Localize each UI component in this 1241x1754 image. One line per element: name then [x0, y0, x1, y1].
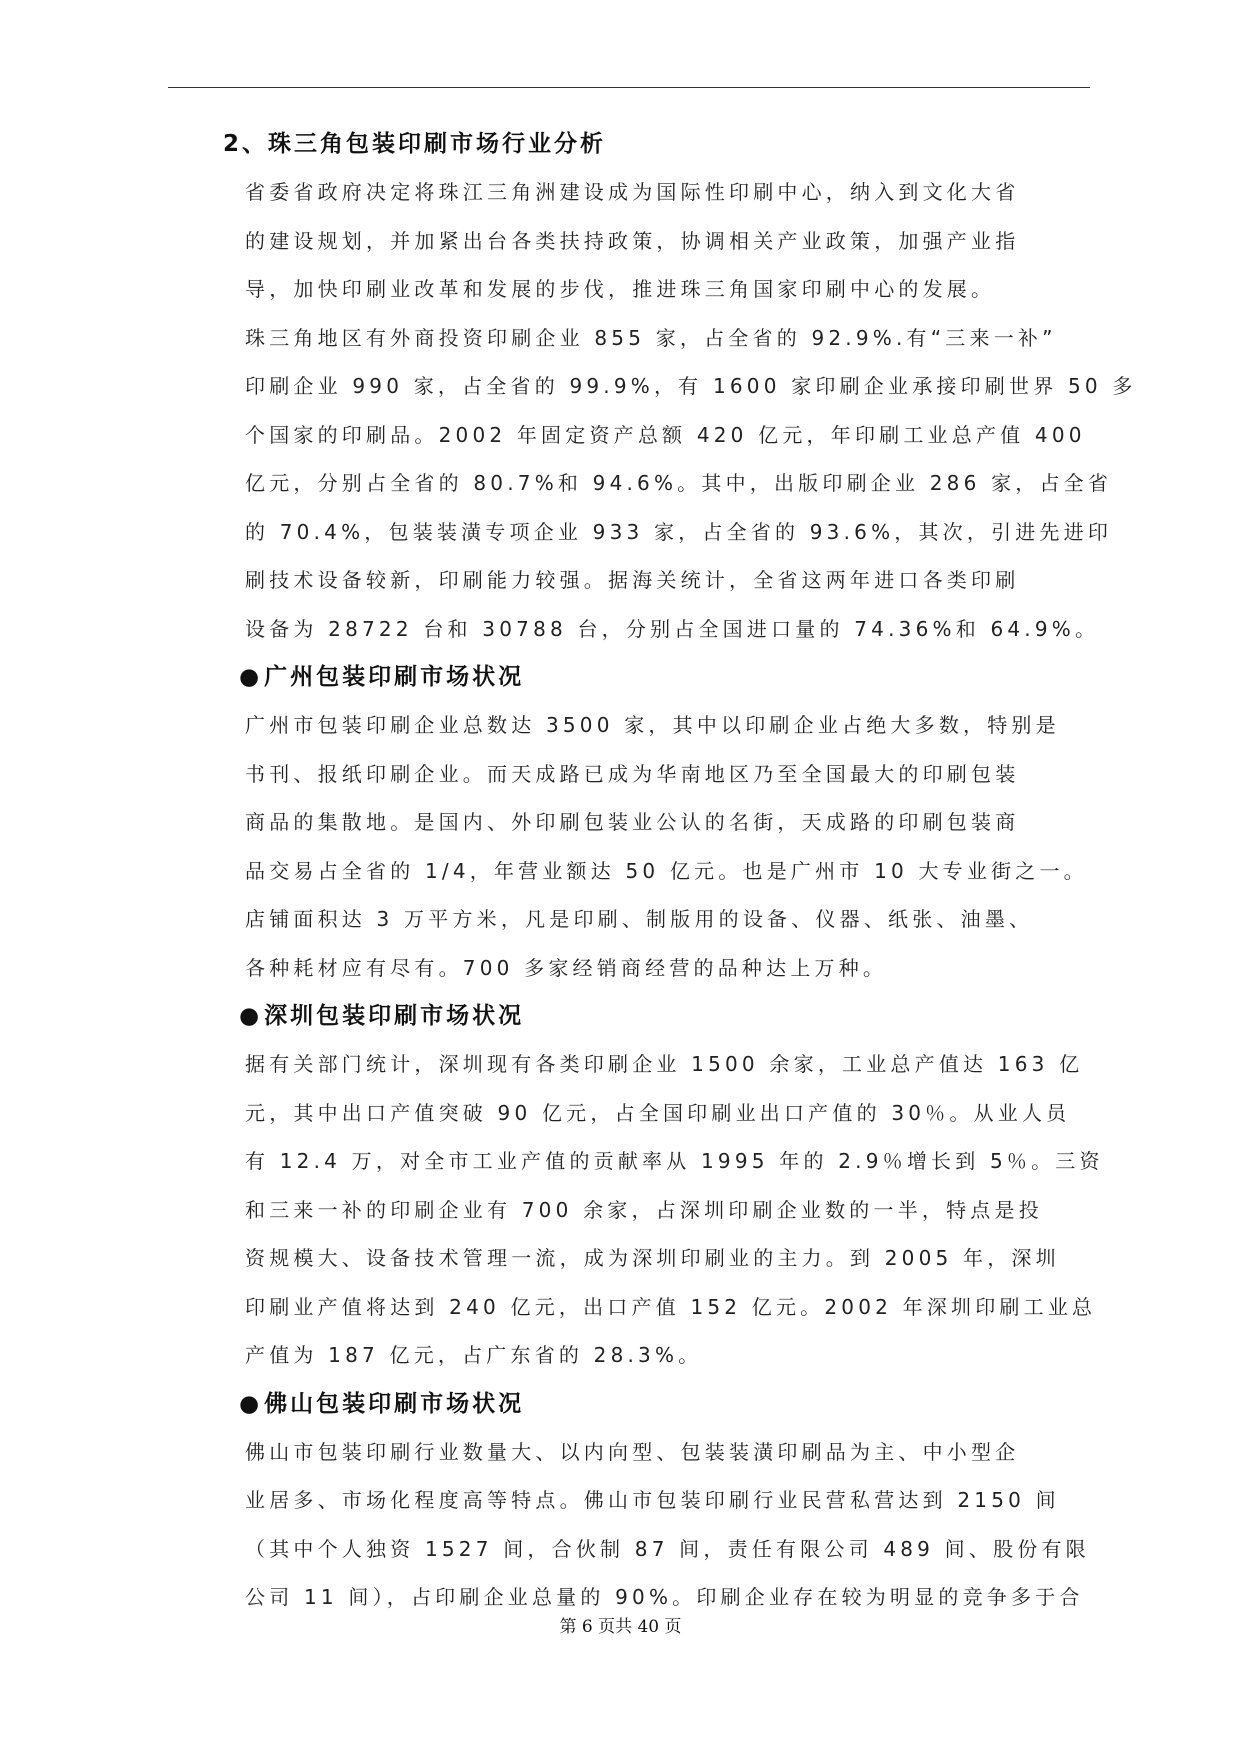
text-line: 资规模大、设备技术管理一流，成为深圳印刷业的主力。到 2005 年，深圳 — [245, 1246, 1060, 1270]
subsection-heading-foshan — [239, 1380, 1085, 1428]
subsection-title: 佛山包装印刷市场状况 — [264, 1390, 525, 1417]
text-line: 佛山市包装印刷行业数量大、以内向型、包装装潢印刷品为主、中小型企 — [245, 1439, 1020, 1464]
paragraph-guangzhou — [245, 701, 1088, 992]
text-line: 省委省政府决定将珠江三角洲建设成为国际性印刷中心，纳入到文化大省 — [245, 180, 1020, 204]
text-line: 元，其中出口产值突破 90 亿元，占全国印刷业出口产值的 30％。从业人员 — [245, 1100, 1071, 1125]
text-line: 设备为 28722 台和 30788 台，分别占全国进口量的 74.36%和 64.9%。 — [245, 616, 1100, 641]
paragraph-foshan — [245, 1428, 1090, 1622]
text-line: 珠三角地区有外商投资印刷企业 855 家，占全省的 92.9%.有“三来一补” — [245, 325, 1057, 350]
text-line: 品交易占全省的 1/4，年营业额达 50 亿元。也是广州市 10 大专业街之一。 — [245, 858, 1088, 883]
text-line: 各种耗材应有尽有。700 多家经销商经营的品种达上万种。 — [245, 955, 888, 980]
text-line: 个国家的印刷品。2002 年固定资产总额 420 亿元，年印刷工业总产值 400 — [245, 422, 1086, 447]
text-line: 亿元，分别占全省的 80.7%和 94.6%。其中，出版印刷企业 286 家，占全省 — [245, 471, 1113, 495]
text-line: 印刷业产值将达到 240 亿元，出口产值 152 亿元。2002 年深圳印刷工业总 — [245, 1294, 1097, 1319]
text-line: 产值为 187 亿元，占广东省的 28.3%。 — [245, 1343, 703, 1367]
subsection-title: 深圳包装印刷市场状况 — [264, 1003, 525, 1029]
text-line: 书刊、报纸印刷企业。而天成路已成为华南地区乃至全国最大的印刷包装 — [245, 761, 1020, 786]
text-line: 的 70.4%，包装装潢专项企业 933 家，占全省的 93.6%，其次，引进先进印 — [245, 519, 1113, 544]
text-line: 业居多、市场化程度高等特点。佛山市包装印刷行业民营私营达到 2150 间 — [245, 1488, 1060, 1512]
text-line: 广州市包装印刷企业总数达 3500 家，其中以印刷企业占绝大多数，特别是 — [245, 713, 1060, 737]
text-line: 印刷企业 990 家，占全省的 99.9%，有 1600 家印刷企业承接印刷世界 50 多 — [245, 374, 1137, 398]
text-line: 商品的集散地。是国内、外印刷包装业公认的名街，天成路的印刷包装商 — [245, 810, 1020, 834]
page-number-footer: 第 6 页共 40 页 — [559, 1617, 682, 1637]
section-heading: 2、珠三角包装印刷市场行业分析 — [223, 131, 607, 157]
text-line: 的建设规划，并加紧出台各类扶持政策，协调相关产业政策，加强产业指 — [245, 228, 1020, 253]
text-line: 店铺面积达 3 万平方米，凡是印刷、制版用的设备、仪器、纸张、油墨、 — [245, 907, 1034, 931]
subsection-title: 广州包装印刷市场状况 — [264, 664, 525, 690]
text-line: 刷技术设备较新，印刷能力较强。据海关统计，全省这两年进口各类印刷 — [245, 568, 1020, 592]
bullet-glyph: ● — [239, 664, 263, 690]
text-line: 有 12.4 万，对全市工业产值的贡献率从 1995 年的 2.9％增长到 5％。三资 — [245, 1149, 1104, 1173]
paragraph-stats — [245, 314, 1137, 654]
bullet-glyph: ● — [239, 1003, 263, 1029]
subsection-heading-shenzhen — [239, 992, 1085, 1040]
paragraph-intro — [245, 168, 1085, 314]
page-content — [223, 120, 1137, 1622]
text-line: 导，加快印刷业改革和发展的步伐，推进珠三角国家印刷中心的发展。 — [245, 277, 996, 301]
text-line: 据有关部门统计，深圳现有各类印刷企业 1500 余家，工业总产值达 163 亿 — [245, 1052, 1084, 1076]
paragraph-shenzhen — [245, 1040, 1104, 1380]
subsection-heading-guangzhou — [239, 653, 1085, 701]
text-line: 和三来一补的印刷企业有 700 余家，占深圳印刷企业数的一半，特点是投 — [245, 1197, 1043, 1222]
text-line: （其中个人独资 1527 间，合伙制 87 间，责任有限公司 489 间、股份有限 — [245, 1536, 1090, 1561]
header-rule — [168, 87, 1090, 88]
text-line: 公司 11 间），占印刷企业总量的 90%。印刷企业存在较为明显的竞争多于合 — [245, 1585, 1084, 1609]
bullet-glyph: ● — [239, 1390, 263, 1417]
